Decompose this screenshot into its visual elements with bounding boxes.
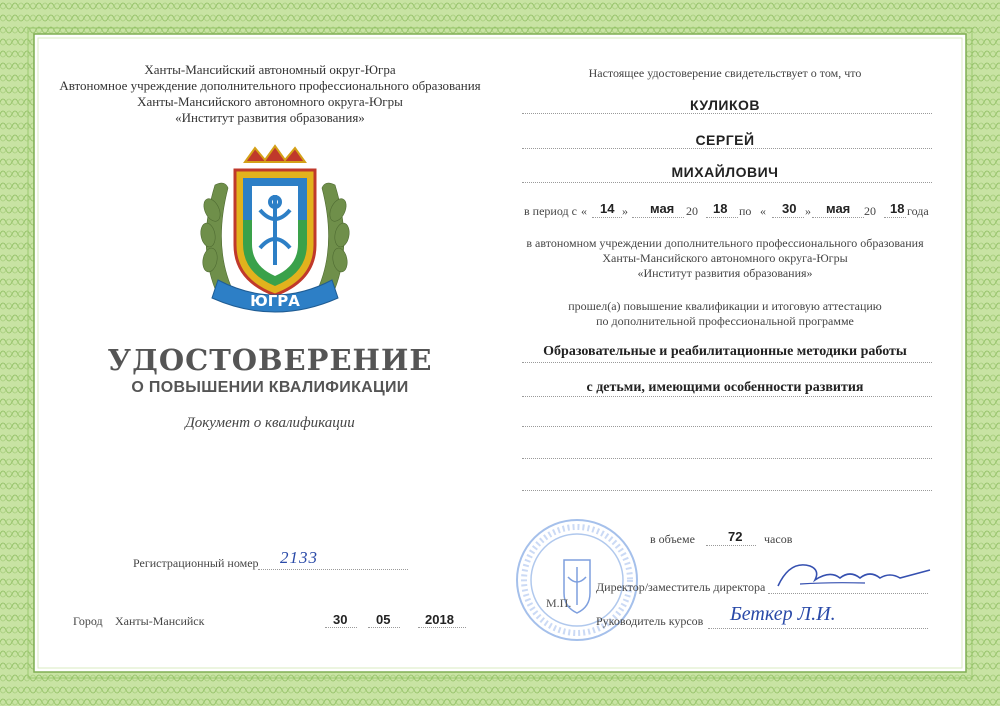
program-line [522,396,932,397]
program-line [522,458,932,459]
volume-label: в объеме [650,532,695,546]
institution-line: Ханты-Мансийского автономного округа-Югры [602,251,848,265]
city-name: Ханты-Мансийск [115,614,205,628]
coat-of-arms-emblem [190,140,360,320]
year-prefix: 20 [864,204,876,218]
year-suffix: года [907,204,929,218]
completion-block [520,299,930,329]
completion-line: по дополнительной профессиональной программе [596,314,854,328]
volume-hours: 72 [728,529,743,544]
blank-line [706,217,738,218]
intro-text: Настоящее удостоверение свидетельствует о том, что [588,66,862,80]
holder-first-name: СЕРГЕЙ [695,132,755,148]
name-line [522,148,932,149]
document-title: УДОСТОВЕРЕНИЕ [107,343,433,377]
program-title-line: с детьми, имеющими особенности развития [586,380,864,395]
issue-year-line [418,627,466,628]
issuer-line: Автономное учреждение дополнительного профессионального образования [59,78,481,93]
volume-unit: часов [764,532,793,546]
quote-open: « [760,204,766,218]
period-prefix: в период с [524,204,577,218]
holder-patronymic: МИХАЙЛОВИЧ [671,164,779,180]
issuer-line: «Институт развития образования» [175,110,365,125]
year-prefix: 20 [686,204,698,218]
period-to-word: по [739,204,752,218]
period-to-year: 18 [890,201,905,216]
registration-line [258,569,408,570]
document-subtitle: О ПОВЫШЕНИИ КВАЛИФИКАЦИИ [131,379,409,396]
issue-day: 30 [333,612,348,627]
completion-line: прошел(а) повышение квалификации и итоговую аттестацию [568,299,882,313]
quote-close: » [622,204,628,218]
director-label: Директор/заместитель директора [596,580,766,594]
blank-line [592,217,622,218]
issuer-block [50,62,490,126]
course-head-label: Руководитель курсов [596,614,704,628]
course-head-signature: Беткер Л.И. [730,603,836,625]
stamp-place-label: М.П. [546,596,572,610]
issue-month-line [368,627,400,628]
blank-line [812,217,864,218]
city-label: Город [73,614,103,628]
program-line [522,426,932,427]
period-to-month: мая [826,201,851,216]
blank-line [772,217,804,218]
course-head-line [708,628,928,629]
institution-block [520,236,930,281]
issuer-line: Ханты-Мансийского автономного округа-Югры [137,94,403,109]
program-line [522,362,932,363]
director-signature-icon [770,556,935,596]
name-line [522,113,932,114]
blank-line [632,217,684,218]
issue-month: 05 [376,612,391,627]
registration-number: 2133 [280,548,318,567]
issue-day-line [325,627,357,628]
quote-close: » [805,204,811,218]
program-title-line: Образовательные и реабилитационные методики работы [543,344,907,359]
period-from-month: мая [650,201,675,216]
institution-line: в автономном учреждении дополнительного профессионального образования [526,236,924,250]
emblem-ribbon-text: ЮГРА [250,292,300,310]
issue-year: 2018 [425,612,454,627]
document-type: Документ о квалификации [185,415,355,431]
volume-line [706,545,756,546]
quote-open: « [581,204,587,218]
registration-label: Регистрационный номер [133,556,259,570]
program-line [522,490,932,491]
period-from-year: 18 [713,201,728,216]
blank-line [884,217,906,218]
period-from-day: 14 [600,201,615,216]
name-line [522,182,932,183]
holder-surname: КУЛИКОВ [690,97,760,113]
issuer-line: Ханты-Мансийский автономный округ-Югра [144,62,396,77]
period-to-day: 30 [782,201,797,216]
institution-line: «Институт развития образования» [637,266,813,280]
